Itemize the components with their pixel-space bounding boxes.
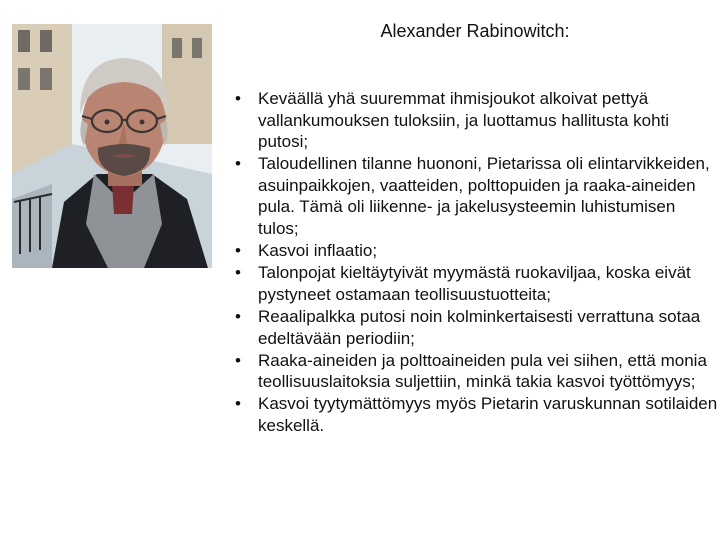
bullet-text: Keväällä yhä suuremmat ihmisjoukot alkoivat pettyä vallankumouksen tuloksiin, ja luottamus hallitusta kohti putosi; — [258, 89, 670, 152]
list-item — [228, 153, 718, 239]
bullet-text: Reaalipalkka putosi noin kolminkertaisesti verrattuna sotaa edeltävään periodiin; — [258, 306, 701, 348]
bullet-icon: • — [235, 241, 241, 261]
bullet-icon: • — [235, 263, 241, 283]
bullet-icon: • — [235, 394, 241, 414]
bullet-text: Taloudellinen tilanne huononi, Pietarissa oli elintarvikkeiden, asuinpaikkojen, vaatteiden, polttopuiden ja raaka-aineiden pula. Tämä oli liikenne- ja jakelusysteemin luhistumisen tulos; — [258, 154, 710, 239]
bullet-text: Talonpojat kieltäytyivät myymästä ruokaviljaa, koska eivät pystyneet ostamaan teollisuustuotteita; — [258, 263, 691, 304]
list-item — [228, 350, 718, 393]
bullet-icon: • — [235, 154, 241, 174]
bullet-text: Kasvoi inflaatio; — [258, 241, 378, 261]
list-item — [228, 240, 718, 262]
bullet-icon: • — [235, 89, 241, 108]
list-item — [228, 393, 718, 436]
bullet-icon: • — [235, 350, 241, 370]
list-item — [228, 262, 718, 305]
bullet-text: Kasvoi tyytymättömyys myös Pietarin varuskunnan sotilaiden keskellä. — [258, 394, 718, 435]
list-item — [228, 306, 718, 349]
portrait-photo — [12, 24, 212, 268]
list-item — [228, 88, 718, 153]
slide-title: Alexander Rabinowitch: — [380, 21, 570, 41]
portrait-image — [12, 24, 212, 268]
bullet-icon: • — [235, 306, 241, 326]
bullet-text: Raaka-aineiden ja polttoaineiden pula vei siihen, että monia teollisuuslaitoksia suljettiin, minkä takia kasvoi työttömyys; — [258, 350, 707, 392]
bullet-list — [228, 88, 718, 437]
